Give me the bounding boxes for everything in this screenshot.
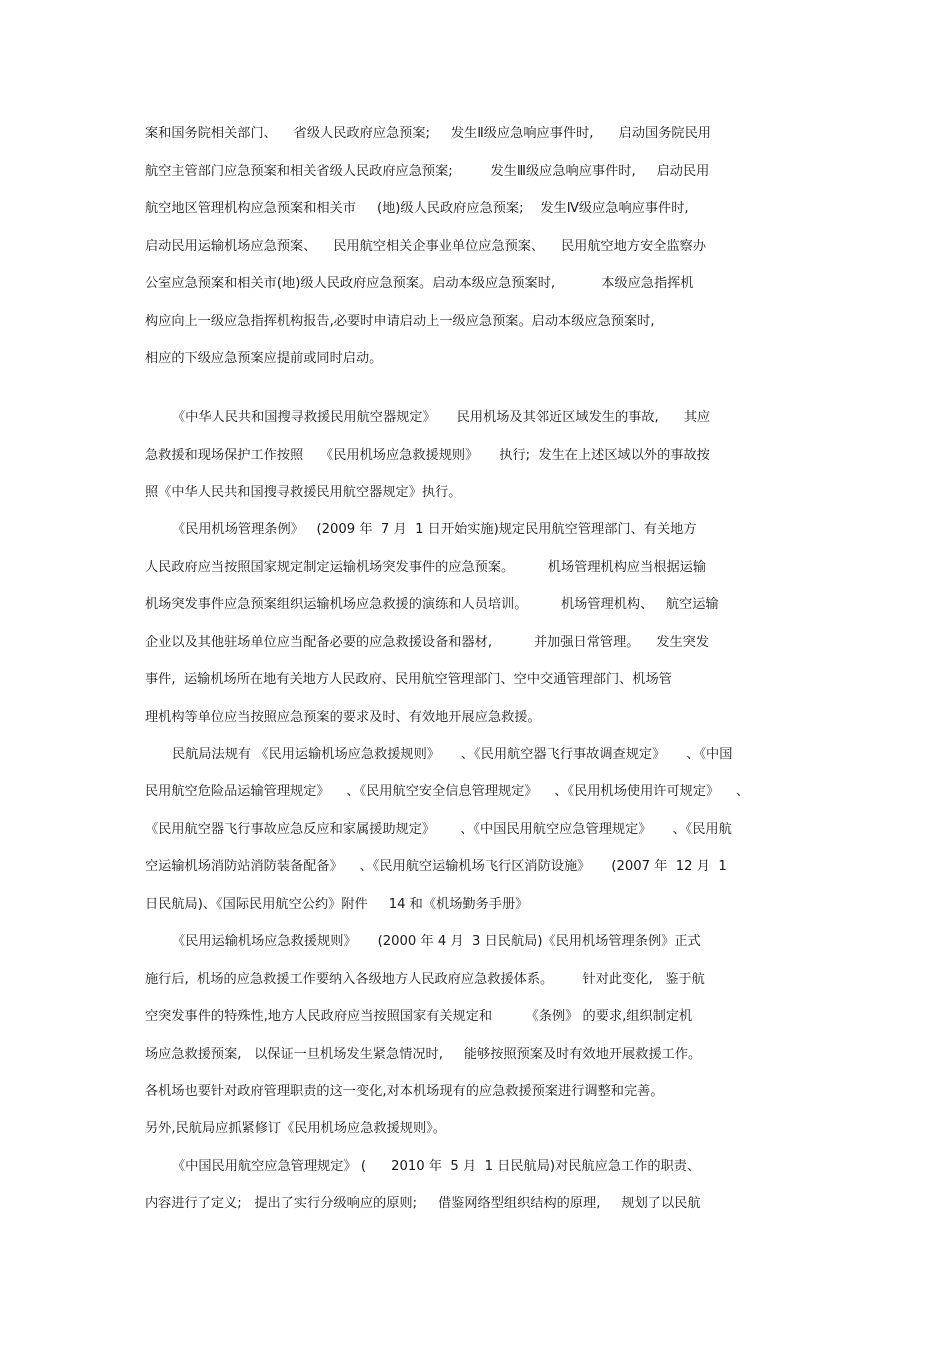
text-line: 案和国务院相关部门、 省级人民政府应急预案; 发生Ⅱ级应急响应事件时, 启动国务院民用	[145, 126, 711, 141]
text-line: 《民用运输机场应急救援规则》 (2000 年 4 月 3 日民航局)《民用机场管理条例》正式	[172, 934, 701, 949]
text-line: 航空地区管理机构应急预案和相关市 (地)级人民政府应急预案; 发生Ⅳ级应急响应事件时,	[145, 201, 689, 216]
text-line: 启动民用运输机场应急预案、 民用航空相关企事业单位应急预案、 民用航空地方安全监察办	[145, 239, 707, 254]
text-line: 施行后, 机场的应急救援工作要纳入各级地方人民政府应急救援体系。 针对此变化, 鉴于航	[145, 972, 705, 987]
text-line: 构应向上一级应急指挥机构报告,必要时申请启动上一级应急预案。启动本级应急预案时,	[145, 314, 655, 329]
text-line: 日民航局)、《国际民用航空公约》附件 14 和《机场勤务手册》	[145, 897, 529, 912]
text-line: 相应的下级应急预案应提前或同时启动。	[145, 351, 383, 366]
text-line: 企业以及其他驻场单位应当配备必要的应急救援设备和器材, 并加强日常管理。 发生突发	[145, 635, 710, 650]
text-line: 《中国民用航空应急管理规定》 ( 2010 年 5 月 1 日民航局)对民航应急工作的职责、	[172, 1159, 701, 1174]
text-line: 内容进行了定义; 提出了实行分级响应的原则; 借鉴网络型组织结构的原理, 规划了以民航	[145, 1196, 701, 1211]
text-line: 空突发事件的特殊性,地方人民政府应当按照国家有关规定和 《条例》 的要求,组织制定机	[145, 1009, 693, 1024]
text-line: 机场突发事件应急预案组织运输机场应急救援的演练和人员培训。 机场管理机构、 航空运输	[145, 597, 719, 612]
text-line: 场应急救援预案, 以保证一旦机场发生紧急情况时, 能够按照预案及时有效地开展救援工作。	[145, 1047, 702, 1062]
text-line: 各机场也要针对政府管理职责的这一变化,对本机场现有的应急救援预案进行调整和完善。	[145, 1084, 664, 1099]
text-line: 人民政府应当按照国家规定制定运输机场突发事件的应急预案。 机场管理机构应当根据运输	[145, 560, 707, 575]
text-line: 另外,民航局应抓紧修订《民用机场应急救援规则》。	[145, 1121, 446, 1136]
text-line: 空运输机场消防站消防装备配备》 、《民用航空运输机场飞行区消防设施》 (2007 年 12 月 1	[145, 859, 727, 874]
text-line: 《民用机场管理条例》 (2009 年 7 月 1 日开始实施)规定民用航空管理部门、有关地方	[172, 522, 697, 537]
text-line: 照《中华人民共和国搜寻救援民用航空器规定》执行。	[145, 485, 462, 500]
text-line: 民用航空危险品运输管理规定》 、《民用航空安全信息管理规定》 、《民用机场使用许可规定》 、	[145, 784, 750, 799]
text-line: 《中华人民共和国搜寻救援民用航空器规定》 民用机场及其邻近区域发生的事故, 其应	[172, 410, 711, 425]
text-line: 航空主管部门应急预案和相关省级人民政府应急预案; 发生Ⅲ级应急响应事件时, 启动民用	[145, 164, 710, 179]
text-line: 公室应急预案和相关市(地)级人民政府应急预案。启动本级应急预案时, 本级应急指挥机	[145, 276, 694, 291]
text-line: 急救援和现场保护工作按照 《民用机场应急救援规则》 执行; 发生在上述区域以外的事故按	[145, 448, 710, 463]
text-line: 事件, 运输机场所在地有关地方人民政府、民用航空管理部门、空中交通管理部门、机场管	[145, 672, 672, 687]
text-line: 民航局法规有 《民用运输机场应急救援规则》 、《民用航空器飞行事故调查规定》 、《中国	[172, 747, 733, 762]
text-line: 理机构等单位应当按照应急预案的要求及时、有效地开展应急救援。	[145, 710, 541, 725]
text-line: 《民用航空器飞行事故应急反应和家属援助规定》 、《中国民用航空应急管理规定》 、《民用航	[145, 822, 732, 837]
